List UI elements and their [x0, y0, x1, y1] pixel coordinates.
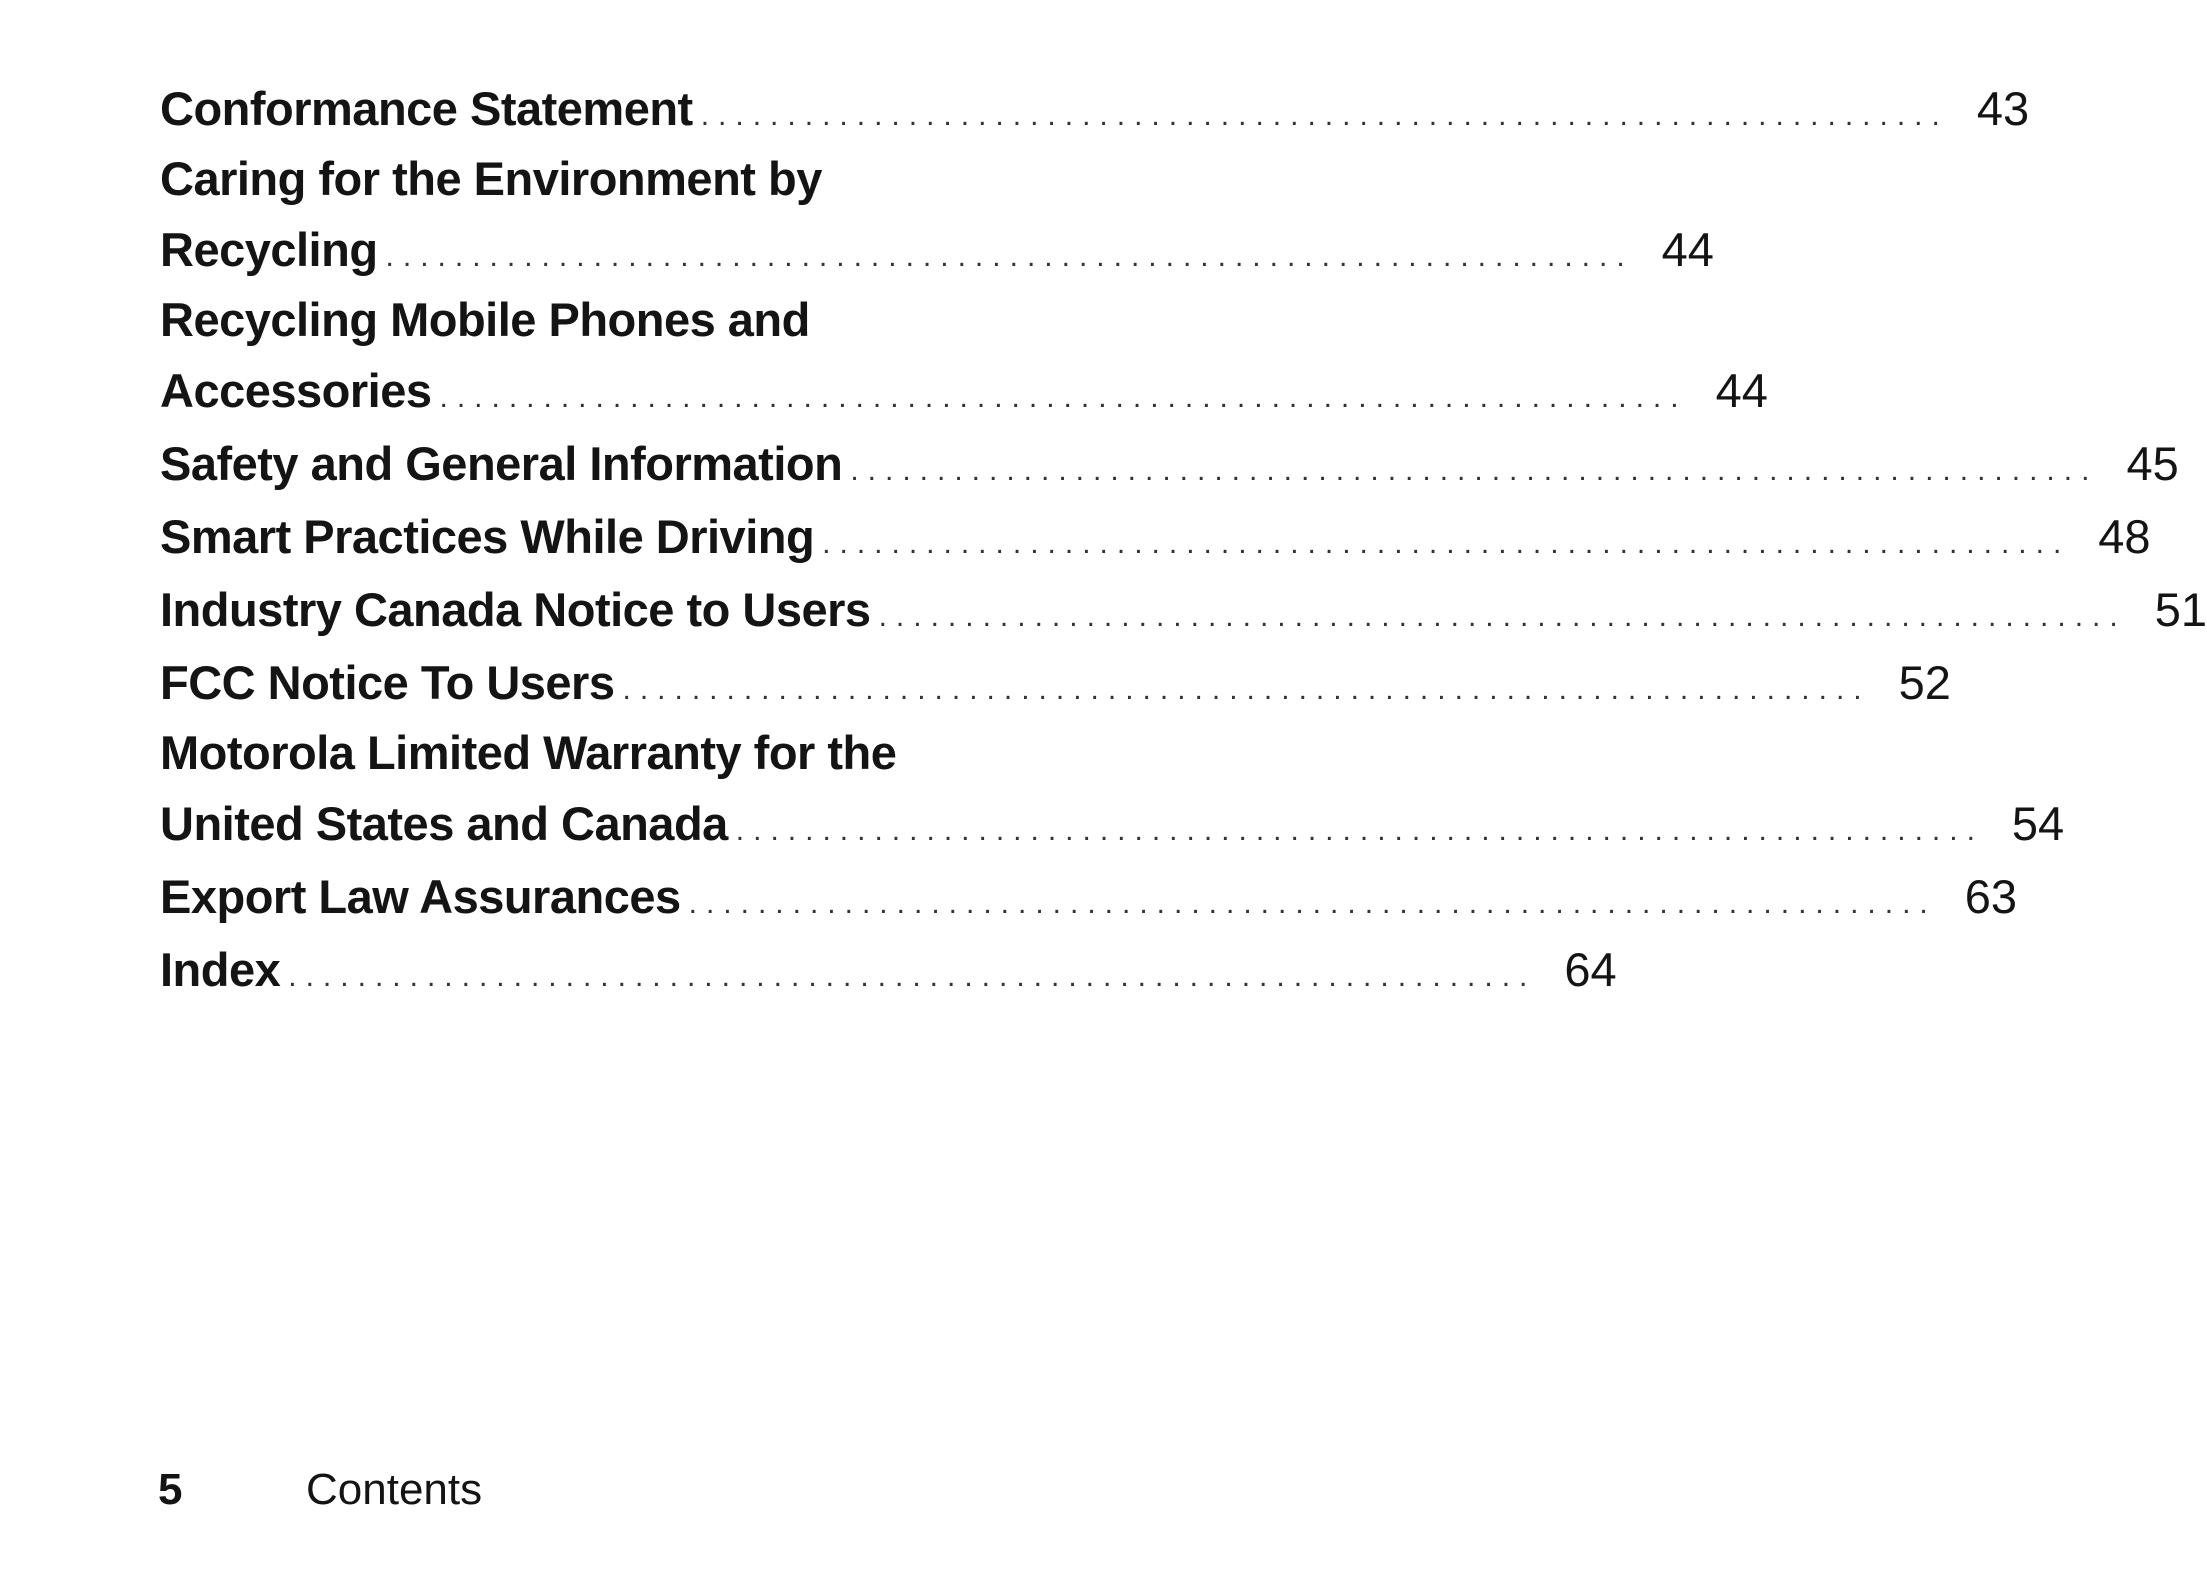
toc-entry-index[interactable]	[160, 933, 1617, 1006]
page-number: 5	[158, 1465, 183, 1514]
toc-entry-page: 44	[1661, 223, 1714, 276]
toc-entry-title: Industry Canada Notice to Users	[160, 583, 871, 636]
dot-leader: ........................................................................	[622, 673, 1871, 706]
toc-entry-title: Conformance Statement	[160, 82, 693, 135]
toc-entry-smart-practices[interactable]	[160, 500, 2151, 573]
dot-leader: ........................................................................	[688, 887, 1937, 920]
table-of-contents	[160, 72, 2207, 1006]
toc-entry-title-line1: Motorola Limited Warranty for the	[160, 726, 897, 779]
toc-entry-title: Safety and General Information	[160, 437, 843, 490]
toc-entry-safety-general[interactable]	[160, 427, 2179, 500]
toc-entry-conformance-statement[interactable]	[160, 72, 2030, 145]
toc-entry-title: Index	[160, 943, 281, 996]
toc-entry-fcc-notice[interactable]	[160, 646, 1951, 719]
toc-entry-page: 43	[1976, 82, 2030, 135]
dot-leader: ........................................................................	[735, 814, 1984, 847]
toc-entry-title: United States and Canada	[160, 797, 728, 850]
toc-entry-title: Recycling	[160, 223, 378, 276]
dot-leader: ........................................................................	[850, 454, 2099, 487]
section-label: Contents	[306, 1465, 483, 1514]
dot-leader: ........................................................................	[822, 527, 2071, 560]
toc-entry-title: FCC Notice To Users	[160, 656, 615, 709]
toc-entry-page: 48	[2098, 510, 2151, 563]
toc-entry-export-law[interactable]	[160, 860, 2018, 933]
dot-leader: ........................................................................	[878, 600, 2127, 633]
page-footer	[158, 1460, 482, 1520]
toc-entry-page: 54	[2011, 797, 2065, 850]
dot-leader: ........................................................................	[288, 960, 1537, 993]
toc-entry-page: 64	[1564, 943, 1617, 996]
toc-entry-page: 44	[1715, 364, 1768, 417]
toc-entry-title: Smart Practices While Driving	[160, 510, 815, 563]
toc-entry-industry-canada[interactable]	[160, 573, 2207, 646]
toc-entry-title-line1: Recycling Mobile Phones and	[160, 293, 810, 346]
toc-entry-page: 51	[2154, 583, 2207, 636]
toc-entry-title: Accessories	[160, 364, 432, 417]
dot-leader: ........................................................................	[700, 99, 1949, 132]
toc-entry-page: 52	[1898, 656, 1951, 709]
toc-entry-page: 63	[1964, 870, 2018, 923]
dot-leader: ........................................................................	[385, 240, 1634, 273]
toc-entry-caring-environment[interactable]	[160, 145, 1714, 286]
toc-entry-title: Export Law Assurances	[160, 870, 681, 923]
toc-entry-recycling-phones[interactable]	[160, 286, 1768, 427]
toc-entry-page: 45	[2126, 437, 2179, 490]
dot-leader: ........................................................................	[439, 381, 1688, 414]
toc-entry-title-line1: Caring for the Environment by	[160, 152, 822, 205]
toc-entry-limited-warranty[interactable]	[160, 719, 2065, 860]
